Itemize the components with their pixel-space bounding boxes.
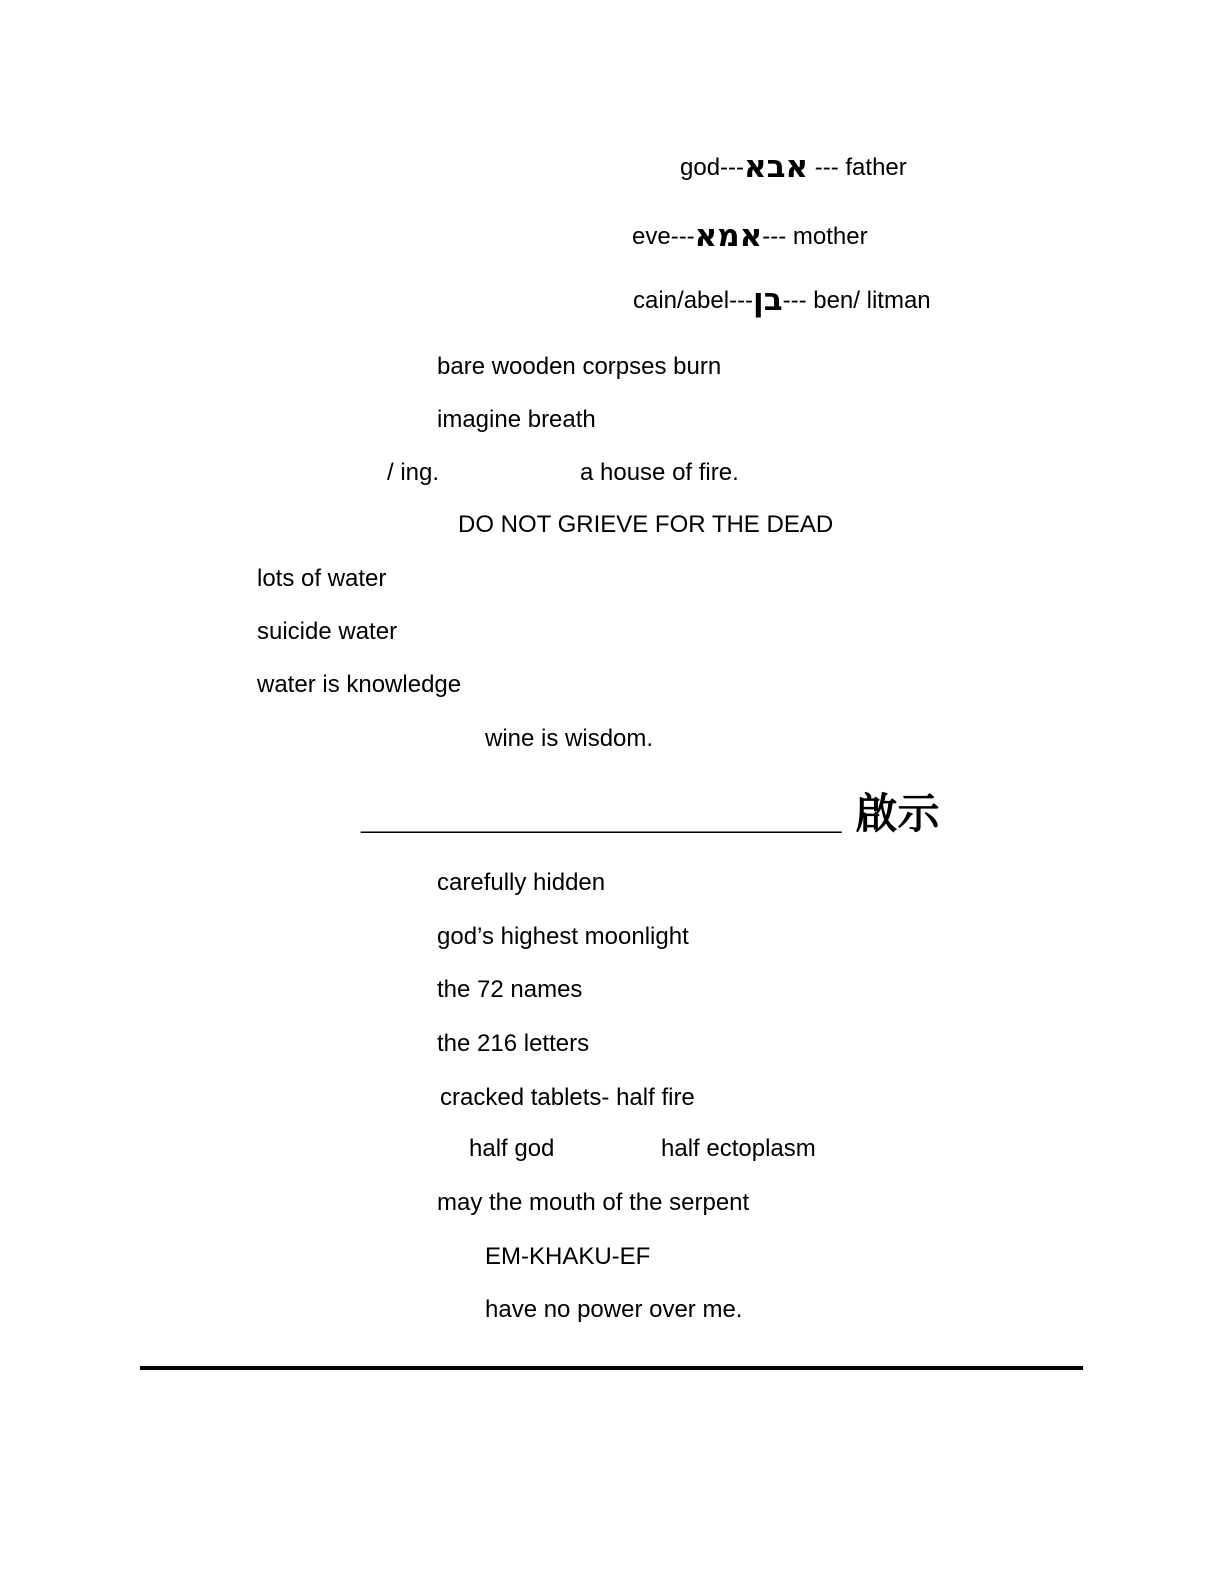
poem-line-no-power-over-me: have no power over me. [485,1296,743,1323]
poem-line-cain-ben [633,283,931,318]
god-suffix: --- father [808,154,907,181]
poem-line-water-is-knowledge: water is knowledge [257,671,462,698]
divider-underscores: ____________________________________ [361,807,842,834]
poem-line-eve-mother [632,219,868,254]
divider-line [361,786,940,849]
poem-line-cracked-tablets: cracked tablets- half fire [440,1084,695,1111]
footer-rule [140,1366,1083,1370]
poem-line-half-god: half god [469,1135,555,1162]
poem-line-suicide-water: suicide water [257,618,398,645]
poem-line-216-letters: the 216 letters [437,1030,590,1057]
hebrew-word-ima: אמא [694,218,763,254]
eve-prefix: eve--- [632,223,695,250]
poem-line-em-khaku-ef: EM-KHAKU-EF [485,1243,651,1270]
poem-line-imagine-breath: imagine breath [437,406,596,433]
poem-line-half-ectoplasm: half ectoplasm [661,1135,816,1162]
chinese-revelation-text: 啟示 [855,789,940,838]
god-prefix: god--- [680,154,745,181]
poem-line-do-not-grieve: DO NOT GRIEVE FOR THE DEAD [458,511,834,538]
poem-line-house-of-fire: a house of fire. [580,459,739,486]
poem-line-lots-of-water: lots of water [257,565,387,592]
poem-line-carefully-hidden: carefully hidden [437,869,606,896]
poem-line-72-names: the 72 names [437,976,583,1003]
cain-suffix: --- ben/ litman [782,287,931,314]
poem-line-highest-moonlight: god’s highest moonlight [437,923,689,950]
cain-prefix: cain/abel--- [633,287,754,314]
eve-suffix: --- mother [762,223,868,250]
poem-line-bare-wooden: bare wooden corpses burn [437,353,722,380]
poem-line-wine-is-wisdom: wine is wisdom. [485,725,654,752]
hebrew-word-ben: בן [753,282,783,318]
poem-line-ing: / ing. [387,459,440,486]
poem-line-god-father [680,150,907,185]
poem-line-mouth-of-serpent: may the mouth of the serpent [437,1189,750,1216]
hebrew-word-aba: אבא [744,149,809,185]
